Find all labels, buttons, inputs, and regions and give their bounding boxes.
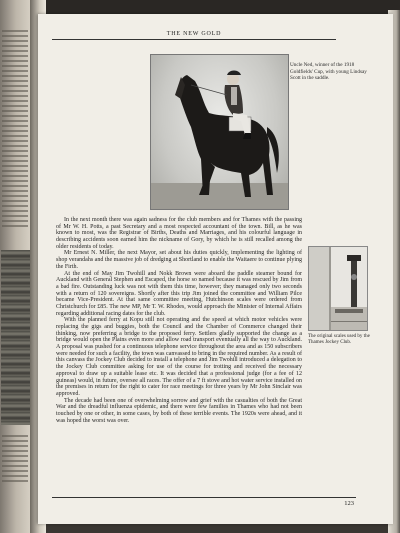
book-page (38, 14, 393, 524)
paragraph: With the planned ferry at Kopu still not operating and the speed at which motor vehicles were replacing the gigs and buggies, both the Council and the Chamber of Commerce changed their thinking, now preferring a bridge to the proposed ferry. Settlers gladly supported the change as a bridge would open the Plains even more and allow road transport eventually all the way to Auckland. A proposal was pushed for a continuous telephone service throughout the area and as 150 subscribers were needed for such a facility, the town was canvassed to bring in the required number. As a result of this canvass the Jockey Club decided to install a telephone and Jim Twohill introduced a delegation to the Jockey Club committee asking for use of the course for trotting and received the necessary approval to draw up a suitable lease etc. It was decided that a professional judge (for a fee of 12 guineas) would, in future, oversee all races. The offer of a 7 ft stove and hot water service installed on the premises in return for the right to cater for race meetings for three years by Mr John Sinclair was approved. (56, 317, 302, 397)
paragraph: At the end of May Jim Twohill and Nokk Brown were aboard the paddle steamer bound for Auckland with General Stephen and Escaped, the horse so named because it was rescued by Jim from a bad fire. Outstanding luck was not with them this time, however; they managed only two seconds with a return of 120 sovereigns. Shortly after this trip Jim joined the committee and William Pilce became Vice-President. At that same committee meeting, Hutchinson scales were ordered from Christchurch for £85. The new MP, Mr T. W. Rhodes, would approach the Minister of Internal Affairs regarding additional racing dates for the club. (56, 270, 302, 317)
left-page-text-block (2, 30, 28, 230)
paragraph: The decade had been one of overwhelming sorrow and grief with the casualties of both the Great War and the dreadful influenza epidemic, and there were few families in Thames who had not been touched by one or other, in some cases, by both of these terrible events. The 1920s were ahead, and it was hoped the worst was over. (56, 397, 302, 424)
left-page-text-block-lower (2, 435, 28, 485)
horse-photo-caption: Uncle Ned, winner of the 1918 Goldfields' Cup, with young Lindsay Scott in the saddle. (290, 62, 367, 82)
paragraph: In the next month there was again sadness for the club members and for Thames with the passing of Mr W. H. Potts, a past Secretary and a most respected accountant of the town. Bill, as he was known to most, was the Registrar of Births, Deaths and Marriages, and his colourful language in describing accidents soon earned him the nickname of Gory, by which he is still recalled among the older residents of today. (56, 217, 302, 250)
running-header: THE NEW GOLD (166, 31, 222, 37)
footer-rule (52, 497, 356, 498)
header-rule (52, 39, 336, 40)
paragraph: Mr Ernest N. Miller, the next Mayor, set about his duties quickly, implementing the lighting of shop verandahs and the massive job of dredging at Shortland to enable the Waitaere to continue plying the Firth. (56, 250, 303, 270)
left-page-edge (0, 0, 32, 533)
horse-photo (150, 54, 289, 210)
article-body (56, 217, 302, 424)
page-number: 123 (344, 500, 354, 507)
scales-photo-caption: The original scales used by the Thames Jockey Club. (308, 334, 370, 346)
left-page-photo (1, 250, 30, 425)
scales-photo (308, 246, 368, 331)
horse-jockey-illustration (151, 55, 288, 209)
scales-illustration (309, 247, 367, 330)
